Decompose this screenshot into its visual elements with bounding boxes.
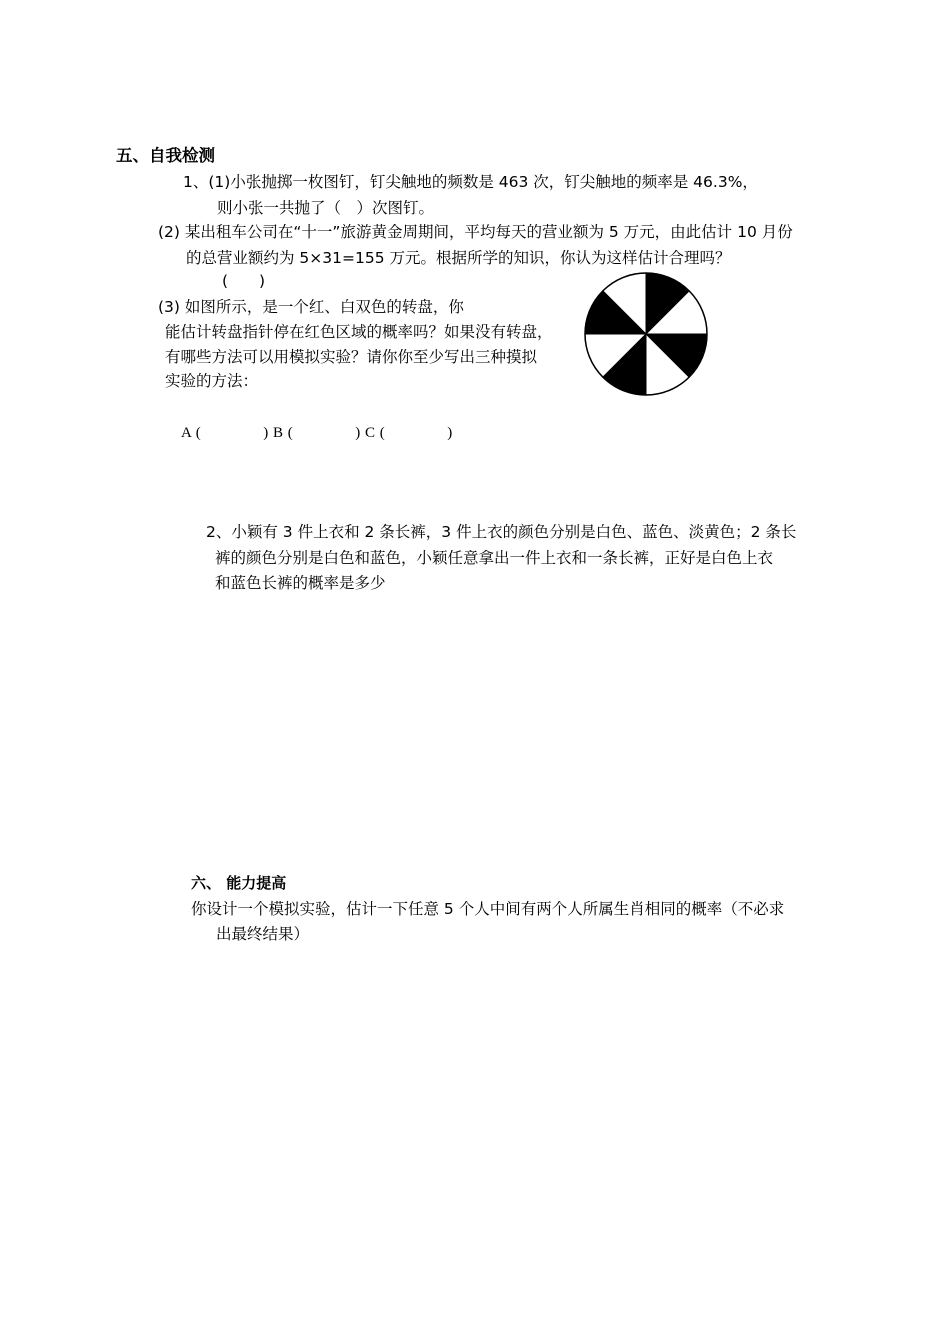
q2-line3: ( ) — [222, 272, 266, 290]
q4-line3: 和蓝色长裤的概率是多少 — [215, 574, 386, 592]
q3-line4: 实验的方法： — [165, 372, 259, 390]
q4-line2: 裤的颜色分别是白色和蓝色，小颖任意拿出一件上衣和一条长裤，正好是白色上衣 — [215, 549, 774, 567]
section-6-line2: 出最终结果） — [216, 925, 310, 943]
q1-line2: 则小张一共抛了（ ）次图钉。 — [217, 199, 435, 217]
q4-line1: 2、小颖有 3 件上衣和 2 条长裤，3 件上衣的颜色分别是白色、蓝色、淡黄色；2 条长 — [206, 523, 797, 541]
q1-line1: 1、(1)小张抛掷一枚图钉，钉尖触地的频数是 463 次，钉尖触地的频率是 46.3%， — [183, 173, 758, 191]
q3-line3: 有哪些方法可以用模拟实验？请你你至少写出三种摸拟 — [165, 348, 538, 366]
q3-line2: 能估计转盘指针停在红色区域的概率吗？如果没有转盘， — [165, 323, 553, 341]
q3-answer-blanks: A ( ) B ( ) C ( ) — [181, 425, 453, 441]
q3-line1: (3) 如图所示，是一个红、白双色的转盘，你 — [158, 298, 464, 316]
q2-line1: (2) 某出租车公司在“十一”旅游黄金周期间，平均每天的营业额为 5 万元，由此估计 10 月份 — [158, 223, 793, 241]
section-6-title: 六、 能力提高 — [191, 874, 287, 892]
spinner-diagram — [583, 271, 709, 397]
section-5-title: 五、自我检测 — [116, 146, 215, 165]
q2-line2: 的总营业额约为 5×31=155 万元。根据所学的知识，你认为这样估计合理吗？ — [186, 249, 731, 267]
section-6-line1: 你设计一个模拟实验，估计一下任意 5 个人中间有两个人所属生肖相同的概率（不必求 — [191, 900, 785, 918]
